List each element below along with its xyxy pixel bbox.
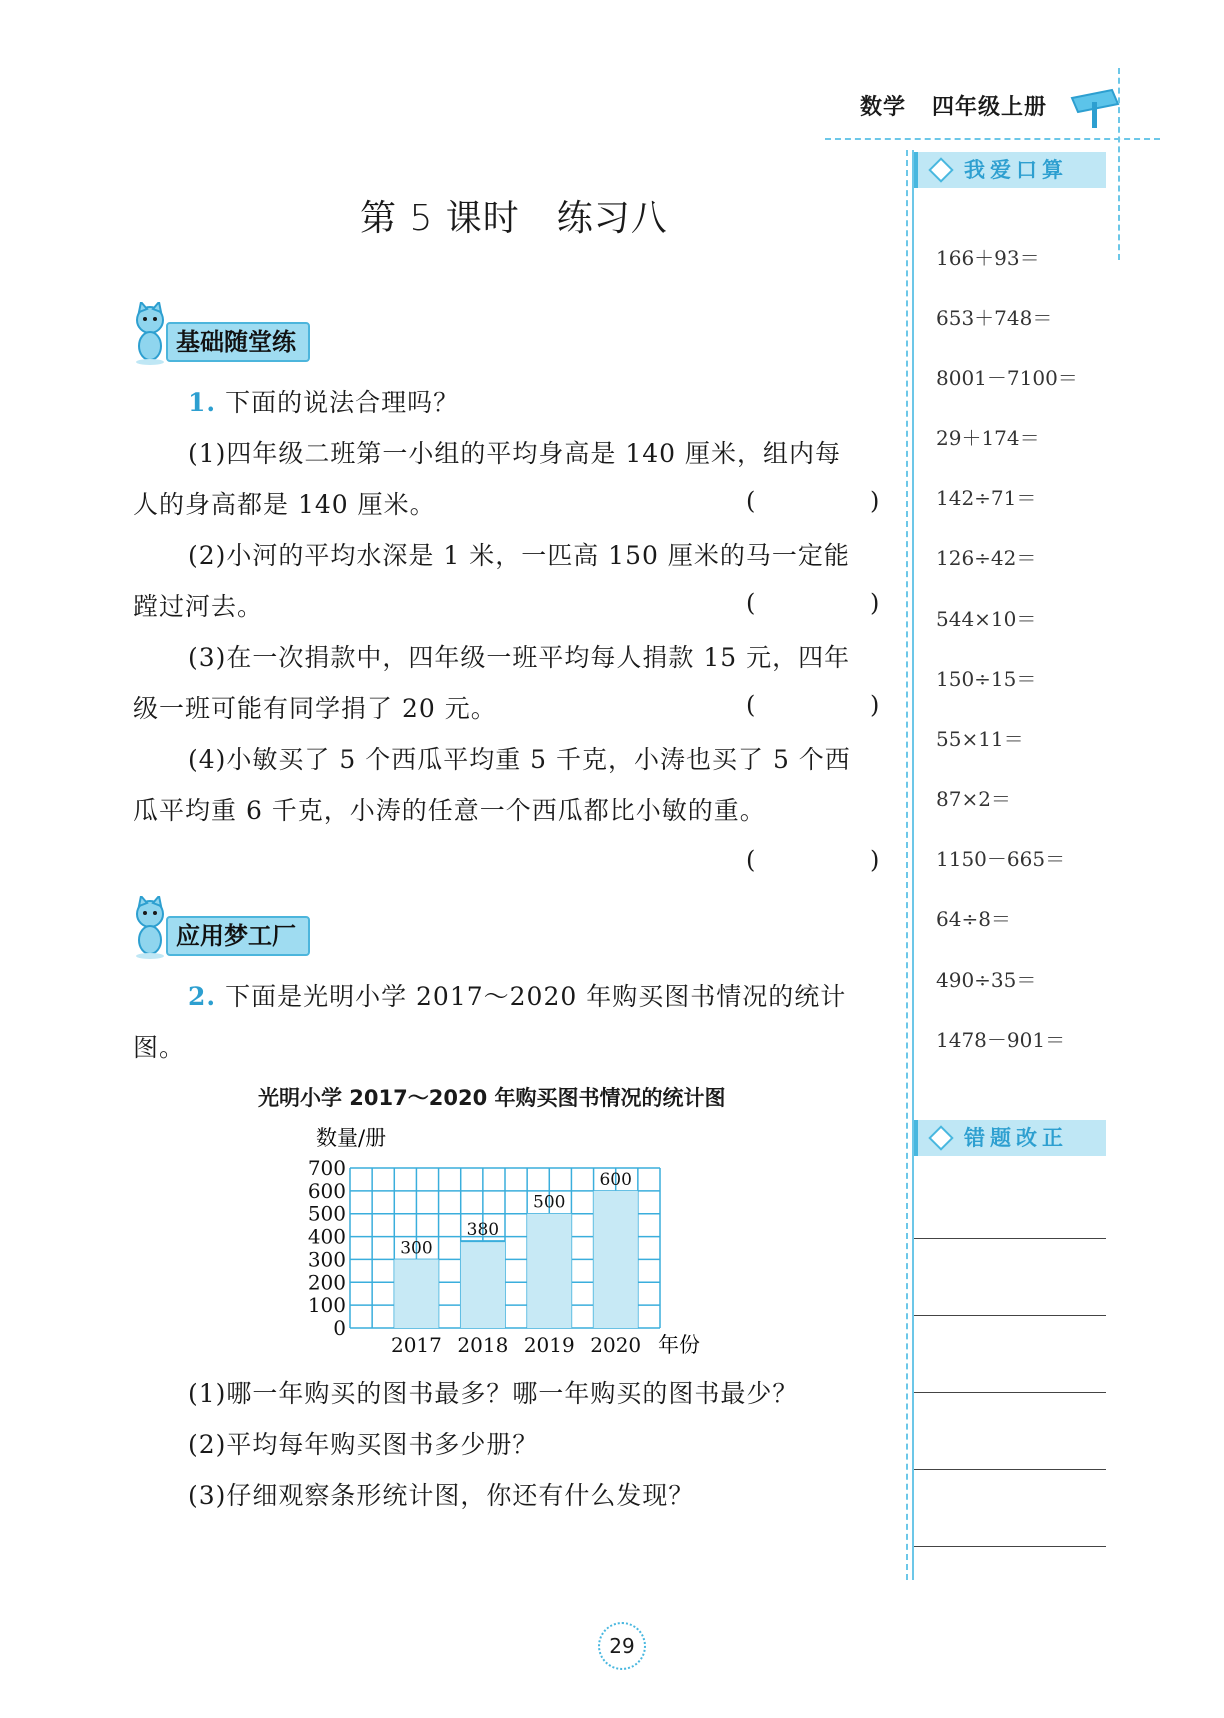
bar-value-label: 380 bbox=[466, 1220, 500, 1241]
question-2-text: 下面是光明小学 2017～2020 年购买图书情况的统计 bbox=[225, 982, 847, 1011]
header-divider bbox=[825, 138, 1160, 140]
header-vertical-divider bbox=[1118, 68, 1120, 260]
chart-title: 光明小学 2017～2020 年购买图书情况的统计图 bbox=[258, 1086, 726, 1110]
statement-4-line-1: (4)小敏买了 5 个西瓜平均重 5 千克，小涛也买了 5 个西 bbox=[188, 745, 851, 774]
header-subject: 数学 bbox=[860, 95, 907, 120]
answer-paren-close: ) bbox=[870, 487, 880, 515]
sub-question-2: (2)平均每年购买图书多少册？ bbox=[188, 1430, 539, 1459]
answer-paren-close: ) bbox=[870, 691, 880, 719]
section-banner-basic-practice: 基础随堂练 bbox=[166, 322, 310, 362]
question-number: 1. bbox=[188, 388, 217, 417]
question-number: 2. bbox=[188, 982, 217, 1011]
sub-question-1: (1)哪一年购买的图书最多？哪一年购买的图书最少？ bbox=[188, 1379, 799, 1408]
diamond-icon bbox=[928, 1125, 953, 1150]
calc-item: 29＋174＝ bbox=[936, 426, 1040, 450]
chart-bars bbox=[394, 1170, 638, 1328]
question-1-heading bbox=[188, 383, 459, 419]
y-axis-label: 数量/册 bbox=[316, 1126, 387, 1150]
x-tick-label: 2018 bbox=[457, 1333, 509, 1357]
answer-line[interactable] bbox=[914, 1546, 1106, 1547]
question-2-text-cont: 图。 bbox=[133, 1033, 186, 1062]
sub-question-3: (3)仔细观察条形统计图，你还有什么发现？ bbox=[188, 1481, 695, 1510]
statement-2-line-2: 蹚过河去。 bbox=[133, 592, 264, 621]
bar-chart bbox=[290, 1120, 730, 1360]
y-tick-label: 0 bbox=[333, 1316, 346, 1340]
calc-item: 142÷71＝ bbox=[936, 486, 1037, 510]
sidebar-border-dashed bbox=[906, 150, 908, 1580]
calc-item: 126÷42＝ bbox=[936, 546, 1037, 570]
mental-math-tab bbox=[914, 152, 1106, 188]
answer-paren-open: ( bbox=[746, 589, 756, 617]
mental-math-tab-label: 我爱口算 bbox=[964, 158, 1068, 182]
y-axis-ticks bbox=[308, 1156, 346, 1340]
x-tick-label: 2020 bbox=[590, 1333, 642, 1357]
calc-item: 150÷15＝ bbox=[936, 667, 1037, 691]
bar-value-label: 300 bbox=[400, 1238, 433, 1259]
calc-item: 653＋748＝ bbox=[936, 306, 1053, 330]
answer-paren-open: ( bbox=[746, 691, 756, 719]
answer-line[interactable] bbox=[914, 1469, 1106, 1470]
answer-paren-close: ) bbox=[870, 846, 880, 874]
calc-item: 166＋93＝ bbox=[936, 246, 1040, 270]
calc-item: 490÷35＝ bbox=[936, 968, 1037, 992]
calc-item: 8001－7100＝ bbox=[936, 366, 1078, 390]
section-banner-application: 应用梦工厂 bbox=[166, 916, 310, 956]
x-tick-label: 2017 bbox=[390, 1333, 442, 1357]
statement-3-line-1: (3)在一次捐款中，四年级一班平均每人捐款 15 元，四年 bbox=[188, 643, 851, 672]
error-correction-tab-label: 错题改正 bbox=[964, 1126, 1068, 1150]
answer-paren-open: ( bbox=[746, 487, 756, 515]
statement-3-line-2: 级一班可能有同学捐了 20 元。 bbox=[133, 694, 497, 723]
answer-line[interactable] bbox=[914, 1392, 1106, 1393]
bar-value-label: 500 bbox=[533, 1192, 566, 1213]
calc-item: 544×10＝ bbox=[936, 607, 1037, 631]
bar-value-label: 600 bbox=[599, 1169, 632, 1190]
bar bbox=[461, 1241, 505, 1328]
question-1-text: 下面的说法合理吗？ bbox=[225, 388, 460, 417]
signpost-icon bbox=[1066, 80, 1122, 128]
calc-item: 55×11＝ bbox=[936, 727, 1024, 751]
bar bbox=[527, 1214, 571, 1328]
y-tick-label: 400 bbox=[307, 1224, 346, 1249]
statement-4-line-2: 瓜平均重 6 千克，小涛的任意一个西瓜都比小敏的重。 bbox=[133, 796, 766, 825]
bar bbox=[394, 1259, 438, 1328]
question-2-heading bbox=[188, 977, 846, 1013]
calc-item: 87×2＝ bbox=[936, 787, 1011, 811]
answer-line[interactable] bbox=[914, 1315, 1106, 1316]
calc-item: 64÷8＝ bbox=[936, 907, 1011, 931]
x-tick-label: 2019 bbox=[523, 1333, 575, 1357]
bar bbox=[594, 1191, 638, 1328]
y-tick-label: 600 bbox=[307, 1178, 346, 1203]
lesson-title: 第 5 课时 练习八 bbox=[360, 198, 668, 239]
y-tick-label: 200 bbox=[307, 1270, 346, 1295]
calc-item: 1150－665＝ bbox=[936, 847, 1066, 871]
x-axis-label: 年份 bbox=[658, 1333, 700, 1357]
calc-item: 1478－901＝ bbox=[936, 1028, 1066, 1052]
header-subject-grade bbox=[860, 90, 1047, 121]
page-number: 29 bbox=[598, 1622, 646, 1670]
diamond-icon bbox=[928, 157, 953, 182]
header-grade: 四年级上册 bbox=[932, 95, 1048, 120]
error-correction-tab bbox=[914, 1120, 1106, 1156]
y-tick-label: 100 bbox=[307, 1293, 346, 1318]
answer-paren-close: ) bbox=[870, 589, 880, 617]
y-tick-label: 300 bbox=[307, 1247, 346, 1272]
x-axis-ticks bbox=[391, 1333, 641, 1357]
statement-2-line-1: (2)小河的平均水深是 1 米，一匹高 150 厘米的马一定能 bbox=[188, 541, 850, 570]
y-tick-label: 500 bbox=[307, 1201, 346, 1226]
answer-line[interactable] bbox=[914, 1238, 1106, 1239]
y-tick-label: 700 bbox=[307, 1156, 346, 1180]
statement-1-line-1: (1)四年级二班第一小组的平均身高是 140 厘米，组内每 bbox=[188, 439, 842, 468]
answer-paren-open: ( bbox=[746, 846, 756, 874]
statement-1-line-2: 人的身高都是 140 厘米。 bbox=[133, 490, 436, 519]
sidebar-border-solid bbox=[912, 150, 914, 1580]
